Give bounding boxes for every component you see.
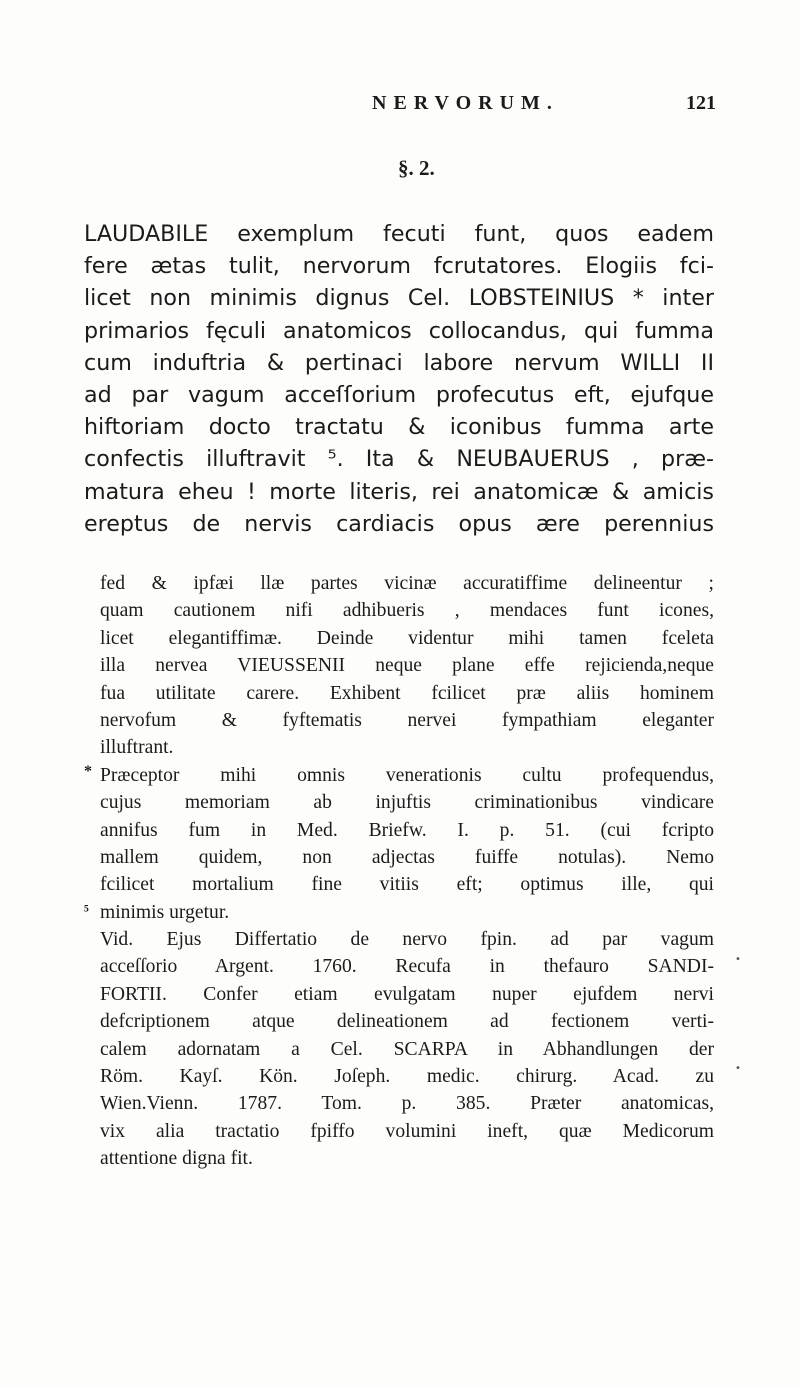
main-paragraph [84, 218, 714, 540]
footnote-line: mallem quidem, non adjectas fuiffe notulas). Nemo [100, 846, 714, 868]
footnote-mark-asterisk: * [84, 763, 92, 780]
footnote-line: vix alia tractatio fpiffo volumini ineft, quæ Medicorum [100, 1120, 714, 1142]
main-line: hiftoriam docto tractatu & iconibus fumma arte [84, 414, 714, 441]
margin-speck: • [735, 954, 741, 965]
footnote-line: nervofum & fyftematis nervei fympathiam eleganter [100, 709, 714, 731]
margin-speck: • [735, 1063, 741, 1074]
footnote-line: illa nervea VIEUSSENII neque plane effe rejicienda,neque [100, 655, 714, 677]
footnote-line: fua utilitate carere. Exhibent fcilicet præ aliis hominem [100, 682, 714, 704]
footnote-line: annifus fum in Med. Briefw. I. p. 51. (cui fcripto [100, 819, 714, 841]
footnote-line: fed & ipfæi llæ partes vicinæ accuratiffime delineentur ; [100, 573, 714, 594]
main-line: confectis illuftravit ⁵. Ita & NEUBAUERUS , præ- [84, 446, 714, 473]
main-line: ereptus de nervis cardiacis opus ære perennius [84, 510, 714, 537]
footnote-line: Wien.Vienn. 1787. Tom. p. 385. Præter anatomicas, [100, 1093, 714, 1115]
running-title: NERVORUM. [372, 92, 559, 114]
footnote-line: minimis urgetur. [100, 901, 230, 923]
footnote-line: acceſſorio Argent. 1760. Recufa in thefauro SANDI- [100, 956, 714, 978]
footnote-line: illuftrant. [100, 737, 174, 759]
footnote-line: quam cautionem nifi adhibueris , mendaces funt icones, [100, 600, 714, 622]
main-line: fere ætas tulit, nervorum fcrutatores. Elogiis fci- [84, 253, 714, 280]
main-line: matura eheu ! morte literis, rei anatomicæ & amicis [84, 478, 714, 505]
footnotes [100, 570, 714, 1173]
footnote-line: cujus memoriam ab injuftis criminationibus vindicare [100, 792, 714, 814]
running-head [0, 92, 800, 122]
page-number: 121 [686, 92, 716, 114]
footnote-line: Vid. Ejus Differtatio de nervo fpin. ad par vagum [100, 929, 714, 951]
footnote-line: fcilicet mortalium fine vitiis eft; optimus ille, qui [100, 874, 714, 896]
main-line: LAUDABILE exemplum fecuti funt, quos eadem [84, 221, 714, 247]
footnote-line: licet elegantiffimæ. Deinde videntur mihi tamen fceleta [100, 627, 714, 649]
footnote-line: Præceptor mihi omnis venerationis cultu profequendus, [100, 764, 714, 786]
main-line: primarios fęculi anatomicos collocandus, qui fumma [84, 317, 714, 344]
footnote-line: Röm. Kayſ. Kön. Joſeph. medic. chirurg. Acad. zu [100, 1066, 714, 1088]
footnote-line: calem adornatam a Cel. SCARPA in Abhandlungen der [100, 1038, 714, 1060]
footnote-line: defcriptionem atque delineationem ad fectionem verti- [100, 1011, 714, 1033]
section-number: §. 2. [398, 156, 435, 180]
footnote-line: attentione digna fit. [100, 1148, 253, 1170]
footnote-mark-superscript: ⁵ [84, 903, 89, 920]
main-line: licet non minimis dignus Cel. LOBSTEINIUS * inter [84, 285, 714, 312]
main-line: ad par vagum acceſſorium profecutus eft, ejufque [84, 381, 714, 408]
footnote-line: FORTII. Confer etiam evulgatam nuper ejufdem nervi [100, 983, 714, 1005]
main-line: cum induftria & pertinaci labore nervum WILLI II [84, 349, 714, 376]
